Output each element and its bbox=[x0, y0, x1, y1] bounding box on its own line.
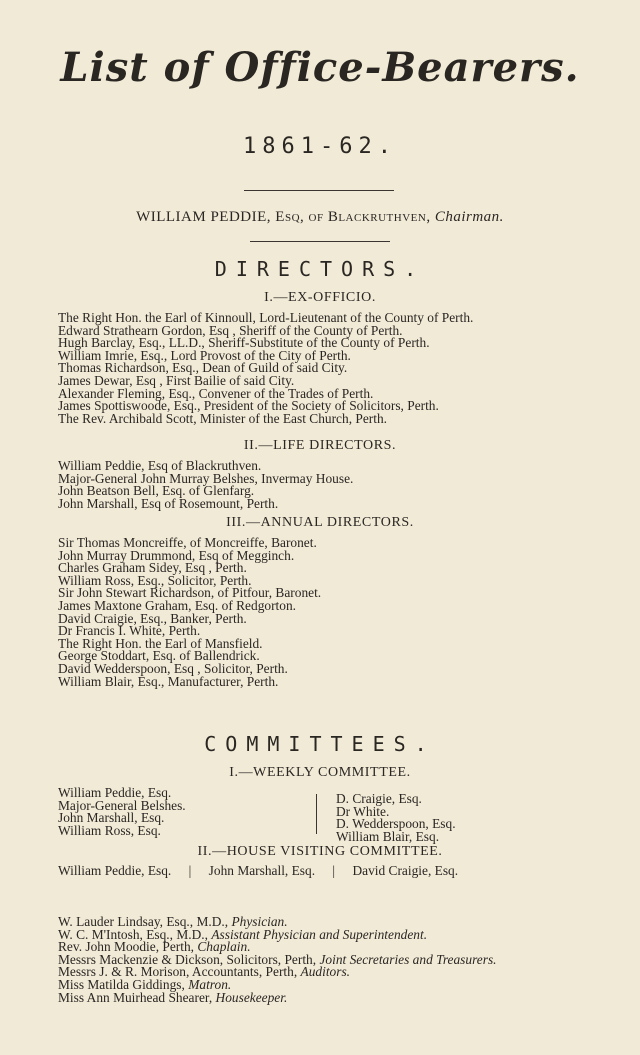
weekly-divider bbox=[316, 794, 317, 834]
list-item: Major-General John Murray Belshes, Invermay House. bbox=[58, 470, 354, 486]
list-item: Charles Graham Sidey, Esq , Perth. bbox=[58, 560, 247, 576]
list-item: David Wedderspoon, Esq , Solicitor, Perth. bbox=[58, 660, 288, 676]
life-directors-heading: II.—LIFE DIRECTORS. bbox=[243, 438, 397, 453]
officer-role: Chaplain. bbox=[197, 939, 251, 955]
officer-role: Matron. bbox=[188, 976, 232, 992]
list-item: The Rev. Archibald Scott, Minister of the East Church, Perth. bbox=[58, 410, 387, 426]
list-item: Edward Strathearn Gordon, Esq , Sheriff of the County of Perth. bbox=[58, 322, 403, 338]
list-item: William Blair, Esq., Manufacturer, Perth. bbox=[58, 673, 279, 689]
list-item: James Maxtone Graham, Esq. of Redgorton. bbox=[58, 597, 297, 613]
list-item: D. Craigie, Esq. bbox=[336, 791, 422, 806]
officer-role: Joint Secretaries and Treasurers. bbox=[319, 951, 497, 967]
list-item: Alexander Fleming, Esq., Convener of the Trades of Perth. bbox=[58, 385, 374, 401]
house-separator: | bbox=[332, 863, 336, 878]
officer-role: Assistant Physician and Superintendent. bbox=[211, 926, 428, 942]
directors-heading: DIRECTORS. bbox=[214, 257, 426, 281]
house-separator: | bbox=[188, 863, 192, 878]
list-item: Major-General Belshes. bbox=[58, 797, 186, 813]
officer-name: Rev. John Moodie, Perth, bbox=[58, 939, 195, 955]
chairman-role: Chairman. bbox=[434, 209, 504, 225]
annual-directors-heading: III.—ANNUAL DIRECTORS. bbox=[226, 515, 414, 530]
list-item: William Ross, Esq. bbox=[58, 822, 161, 838]
document-years: 1861-62. bbox=[243, 134, 397, 159]
list-item: D. Wedderspoon, Esq. bbox=[336, 816, 456, 832]
weekly-committee-heading: I.—WEEKLY COMMITTEE. bbox=[229, 765, 411, 780]
officer-line bbox=[58, 989, 638, 1005]
list-item: Dr White. bbox=[336, 803, 390, 819]
list-item: Hugh Barclay, Esq., LL.D., Sheriff-Substitute of the County of Perth. bbox=[58, 335, 430, 351]
house-member: David Craigie, Esq. bbox=[352, 863, 459, 878]
list-item: John Marshall, Esq. bbox=[58, 810, 165, 826]
officer-name: Miss Ann Muirhead Shearer, bbox=[58, 989, 213, 1005]
house-member: William Peddie, Esq. bbox=[58, 863, 172, 878]
committees-heading: COMMITTEES. bbox=[204, 732, 436, 756]
officers-list bbox=[58, 916, 638, 1004]
list-item: John Murray Drummond, Esq of Megginch. bbox=[58, 547, 295, 563]
list-item: William Ross, Esq., Solicitor, Perth. bbox=[58, 572, 252, 588]
house-committee-heading: II.—HOUSE VISITING COMMITTEE. bbox=[197, 844, 443, 859]
officer-name: W. C. M'Intosh, Esq., M.D., bbox=[58, 926, 208, 942]
list-item: Thomas Richardson, Esq., Dean of Guild of said City. bbox=[58, 360, 348, 376]
house-member: John Marshall, Esq. bbox=[208, 863, 316, 878]
list-item: William Peddie, Esq. bbox=[58, 785, 172, 800]
rule-under-chairman bbox=[250, 241, 390, 242]
weekly-committee-left bbox=[58, 787, 186, 837]
list-item: Sir John Stewart Richardson, of Pitfour, Baronet. bbox=[58, 585, 322, 601]
list-item: Dr Francis I. White, Perth. bbox=[58, 623, 201, 639]
list-item: The Right Hon. the Earl of Kinnoull, Lord-Lieutenant of the County of Perth. bbox=[58, 310, 474, 325]
list-item: The Right Hon. the Earl of Mansfield. bbox=[58, 635, 263, 651]
list-item: William Blair, Esq. bbox=[336, 828, 440, 844]
list-item: James Spottiswoode, Esq., President of the Society of Solicitors, Perth. bbox=[58, 398, 439, 414]
ex-officio-heading: I.—EX-OFFICIO. bbox=[264, 290, 376, 305]
document-title: List of Office-Bearers. bbox=[60, 44, 580, 91]
list-item: William Imrie, Esq., Lord Provost of the City of Perth. bbox=[58, 347, 351, 363]
chairman-name: WILLIAM PEDDIE, Esq, of Blackruthven, bbox=[136, 209, 431, 225]
list-item: David Craigie, Esq., Banker, Perth. bbox=[58, 610, 247, 626]
list-item: James Dewar, Esq , First Bailie of said City. bbox=[58, 372, 295, 388]
ex-officio-list bbox=[58, 312, 638, 425]
officer-role: Physician. bbox=[231, 914, 288, 929]
list-item: George Stoddart, Esq. of Ballendrick. bbox=[58, 648, 260, 664]
officer-name: Miss Matilda Giddings, bbox=[58, 976, 185, 992]
list-item: William Peddie, Esq of Blackruthven. bbox=[58, 458, 262, 473]
officer-name: Messrs J. & R. Morison, Accountants, Perth, bbox=[58, 964, 298, 980]
list-item: John Marshall, Esq of Rosemount, Perth. bbox=[58, 495, 279, 511]
weekly-committee-right bbox=[336, 793, 456, 843]
officer-role: Auditors. bbox=[300, 964, 351, 980]
chairman-line bbox=[0, 209, 640, 226]
list-item: John Beatson Bell, Esq. of Glenfarg. bbox=[58, 483, 255, 499]
officer-name: Messrs Mackenzie & Dickson, Solicitors, Perth, bbox=[58, 951, 317, 967]
officer-name: W. Lauder Lindsay, Esq., M.D., bbox=[58, 914, 229, 929]
rule-top bbox=[244, 190, 394, 191]
house-committee-members bbox=[58, 863, 458, 879]
annual-directors-list bbox=[58, 537, 638, 688]
life-directors-list bbox=[58, 460, 638, 510]
officer-role: Housekeeper. bbox=[215, 989, 288, 1005]
list-item: Sir Thomas Moncreiffe, of Moncreiffe, Baronet. bbox=[58, 535, 317, 550]
